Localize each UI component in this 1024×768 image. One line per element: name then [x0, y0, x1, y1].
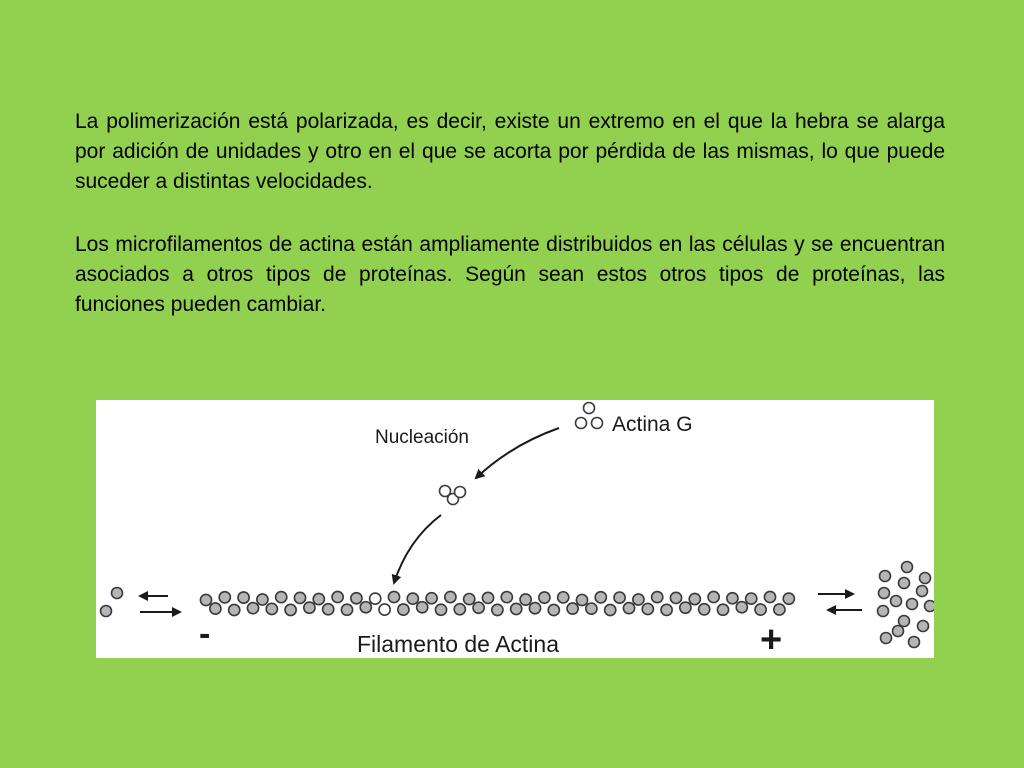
filament-label: Filamento de Actina: [357, 631, 560, 657]
actin-polymerization-diagram: [96, 400, 934, 658]
filament-subunit: [746, 593, 757, 604]
diagram-canvas: [96, 400, 934, 658]
arrow-nucleus-to-filament: [394, 515, 441, 583]
filament-subunit: [360, 602, 371, 613]
paragraph-microfilaments: Los microfilamentos de actina están ampliamente distribuidos en las células y se encuentran asociados a otros tipos de proteínas. Según sean estos otros tipos de proteínas, las funciones pueden cambiar.: [75, 233, 945, 316]
free-monomer: [112, 588, 123, 599]
filament-subunit: [200, 594, 211, 605]
filament-subunit: [219, 592, 230, 603]
free-monomer: [899, 578, 910, 589]
filament-subunit: [313, 593, 324, 604]
free-monomer: [879, 588, 890, 599]
filament-subunit: [529, 603, 540, 614]
filament-subunit: [454, 604, 465, 615]
filament-subunit: [294, 592, 305, 603]
filament-subunit: [558, 592, 569, 603]
filament-subunit: [764, 591, 775, 602]
free-monomer: [891, 596, 902, 607]
g-actin-monomer: [584, 403, 595, 414]
free-monomer: [907, 599, 918, 610]
filament-subunit: [708, 591, 719, 602]
filament-subunit: [473, 602, 484, 613]
filament-subunit: [332, 591, 343, 602]
g-actin-label: Actina G: [612, 413, 693, 436]
free-monomer: [893, 626, 904, 637]
filament-subunit: [539, 592, 550, 603]
filament-subunit: [304, 602, 315, 613]
filament-subunit: [736, 602, 747, 613]
filament-subunit: [642, 603, 653, 614]
filament-subunit: [426, 593, 437, 604]
filament-subunit: [285, 604, 296, 615]
free-monomer: [902, 562, 913, 573]
filament-subunit: [755, 604, 766, 615]
filament-subunit: [652, 592, 663, 603]
g-actin-monomer: [576, 418, 587, 429]
filament-subunit: [370, 593, 381, 604]
filament-subunit: [210, 603, 221, 614]
filament-subunit: [407, 593, 418, 604]
filament-subunit: [774, 604, 785, 615]
filament-subunit: [689, 593, 700, 604]
filament-subunit: [567, 603, 578, 614]
filament-subunit: [614, 592, 625, 603]
filament-subunit: [501, 592, 512, 603]
filament-subunit: [417, 602, 428, 613]
filament-subunit: [623, 603, 634, 614]
free-monomer: [925, 601, 935, 612]
filament-subunit: [482, 592, 493, 603]
free-monomer: [918, 621, 929, 632]
free-monomer: [881, 633, 892, 644]
filament-subunit: [341, 604, 352, 615]
filament-subunit: [464, 593, 475, 604]
filament-subunit: [548, 604, 559, 615]
filament-subunit: [727, 593, 738, 604]
free-monomer: [101, 606, 112, 617]
filament-subunit: [492, 604, 503, 615]
actin-filament: [200, 591, 794, 615]
filament-subunit: [576, 594, 587, 605]
filament-subunit: [435, 604, 446, 615]
filament-subunit: [266, 603, 277, 614]
free-monomer: [899, 616, 910, 627]
nucleus-subunit: [455, 487, 466, 498]
filament-subunit: [783, 593, 794, 604]
filament-subunit: [351, 593, 362, 604]
free-monomer: [920, 573, 931, 584]
g-actin-monomers: [576, 403, 603, 429]
plus-end-label: +: [760, 619, 783, 658]
filament-subunit: [247, 603, 258, 614]
filament-subunit: [680, 602, 691, 613]
minus-end-label: -: [199, 615, 211, 653]
filament-subunit: [633, 594, 644, 605]
filament-subunit: [661, 604, 672, 615]
g-actin-monomer: [592, 418, 603, 429]
plus-end-monomers: [878, 562, 935, 648]
filament-subunit: [238, 592, 249, 603]
filament-subunit: [595, 592, 606, 603]
filament-subunit: [398, 604, 409, 615]
filament-subunit: [323, 604, 334, 615]
filament-subunit: [520, 594, 531, 605]
filament-subunit: [379, 604, 390, 615]
minus-end-monomers: [101, 588, 123, 617]
free-monomer: [917, 586, 928, 597]
filament-subunit: [699, 604, 710, 615]
arrow-monomers-to-nucleus: [476, 428, 559, 478]
free-monomer: [880, 571, 891, 582]
filament-subunit: [276, 592, 287, 603]
filament-subunit: [670, 592, 681, 603]
filament-subunit: [586, 603, 597, 614]
free-monomer: [878, 606, 889, 617]
filament-subunit: [257, 594, 268, 605]
nucleus-trimer: [440, 486, 466, 505]
paragraph-polymerization: La polimerización está polarizada, es decir, existe un extremo en el que la hebra se alarga por adición de unidades y otro en el que se acorta por pérdida de las mismas, lo que puede suceder a distintas velocidades.: [75, 110, 945, 193]
nucleation-label: Nucleación: [375, 427, 469, 448]
filament-subunit: [511, 603, 522, 614]
filament-subunit: [388, 591, 399, 602]
filament-subunit: [445, 591, 456, 602]
free-monomer: [909, 637, 920, 648]
filament-subunit: [605, 604, 616, 615]
filament-subunit: [717, 604, 728, 615]
filament-subunit: [229, 604, 240, 615]
